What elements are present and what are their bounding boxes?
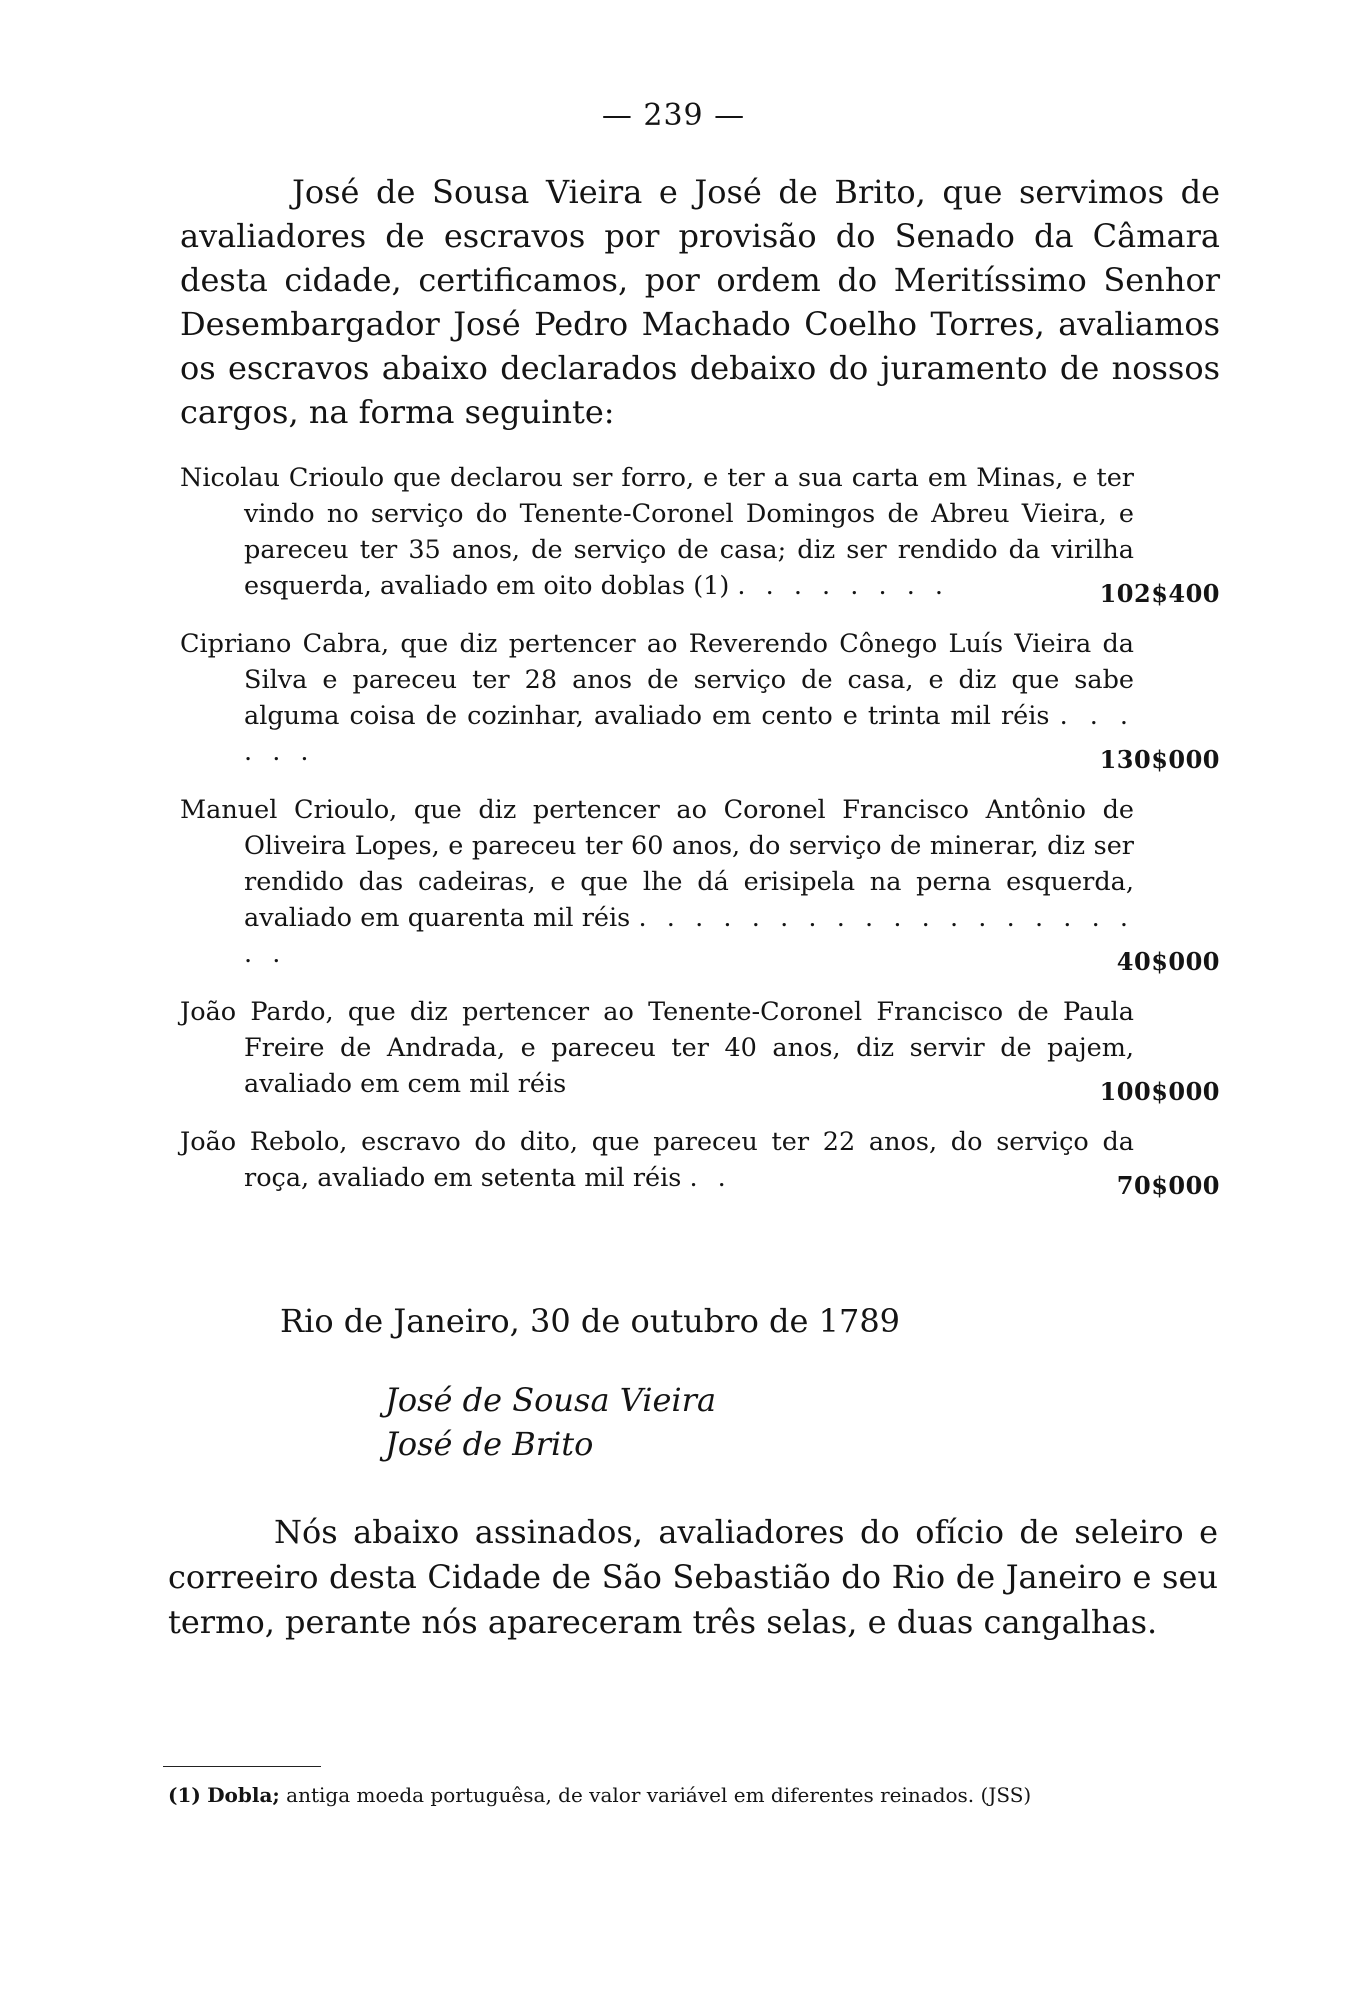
- signature-name: José de Sousa Vieira: [385, 1381, 717, 1419]
- dot-leader: . . . . . .: [244, 701, 1135, 767]
- entry-description: [180, 460, 1134, 604]
- intro-paragraph: José de Sousa Vieira e José de Brito, que servimos de avaliadores de escravos por provisão do Senado da Câmara desta cidade, certificamos, por ordem do Meritíssimo Senhor Desembargador José Pedro Machado Coelho Torres, avaliamos os escravos abaixo declarados debaixo do juramento de nossos cargos, na forma seguinte:: [180, 173, 1220, 431]
- closing-paragraph: Nós abaixo assinados, avaliadores do ofício de seleiro e correeiro desta Cidade de São Sebastião do Rio de Janeiro e seu termo, perante nós apareceram três selas, e duas cangalhas.: [168, 1513, 1218, 1641]
- entry-text: Manuel Crioulo, que diz pertencer ao Coronel Francisco Antônio de Oliveira Lopes, e pareceu ter 60 anos, do serviço de minerar, diz ser rendido das cadeiras, e que lhe dá erisipela na perna esquerda, avaliado em quarenta mil réis: [180, 795, 1134, 933]
- dateline: Rio de Janeiro, 30 de outubro de 1789: [280, 1302, 901, 1340]
- entry-value: 102$400: [1099, 579, 1220, 608]
- footnote-term: Dobla;: [207, 1783, 280, 1807]
- entry-value: 70$000: [1116, 1171, 1220, 1200]
- appraisal-entry: [180, 994, 1230, 1106]
- appraisal-entry: [180, 626, 1230, 774]
- entry-text: Nicolau Crioulo que declarou ser forro, e ter a sua carta em Minas, e ter vindo no serviço do Tenente-Coronel Domingos de Abreu Vieira, e pareceu ter 35 anos, de serviço de casa; diz ser rendido da virilha esquerda, avaliado em oito doblas (1): [180, 463, 1134, 601]
- footnote-text: antiga moeda portuguêsa, de valor variável em diferentes reinados. (JSS): [286, 1783, 1032, 1807]
- entry-text: João Rebolo, escravo do dito, que pareceu ter 22 anos, do serviço da roça, avaliado em setenta mil réis: [180, 1127, 1134, 1193]
- entry-description: [180, 792, 1134, 972]
- dot-leader: . . . . . . . . . . . . . . . . . . . .: [244, 903, 1135, 969]
- entry-text: Cipriano Cabra, que diz pertencer ao Reverendo Cônego Luís Vieira da Silva e pareceu ter 28 anos de serviço de casa, e diz que sabe alguma coisa de cozinhar, avaliado em cento e trinta mil réis: [180, 629, 1134, 731]
- entry-value: 40$000: [1116, 947, 1220, 976]
- slave-appraisal-list: [180, 460, 1230, 1218]
- entry-value: 100$000: [1099, 1077, 1220, 1106]
- footnote: [168, 1780, 1213, 1810]
- entry-value: 130$000: [1099, 745, 1220, 774]
- entry-description: [180, 626, 1134, 770]
- entry-description: [180, 1124, 1134, 1196]
- footnote-divider: [163, 1766, 321, 1767]
- appraisal-entry: [180, 1124, 1230, 1200]
- signature-name: José de Brito: [385, 1425, 594, 1463]
- entry-text: João Pardo, que diz pertencer ao Tenente-Coronel Francisco de Paula Freire de Andrada, e pareceu ter 40 anos, diz servir de pajem, avaliado em cem mil réis: [180, 997, 1134, 1099]
- page-number: — 239 —: [601, 98, 746, 133]
- dot-leader: . .: [689, 1163, 732, 1193]
- appraisal-entry: [180, 792, 1230, 976]
- entry-description: [180, 994, 1134, 1102]
- footnote-marker: (1): [168, 1783, 201, 1807]
- appraisal-entry: [180, 460, 1230, 608]
- dot-leader: . . . . . . . .: [737, 571, 950, 601]
